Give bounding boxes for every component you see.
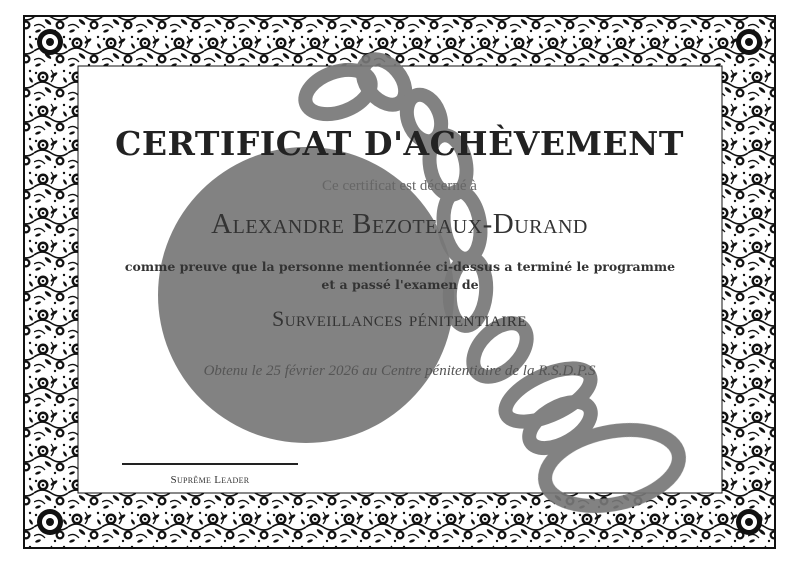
recipient-name: Alexandre Bezoteaux-Durand: [211, 208, 588, 240]
obtained-text: Obtenu le 25 février 2026 au Centre pénitentiaire de la R.S.D.P.S: [203, 363, 596, 379]
program-name: Surveillances pénitentiaire: [271, 306, 527, 331]
certificate-title: CERTIFICAT D'ACHÈVEMENT: [115, 124, 684, 163]
signature-line: [122, 463, 298, 465]
statement-line-1: comme preuve que la personne mentionnée ci-dessus a terminé le programme: [124, 259, 676, 274]
awarded-text: Ce certificat est décerné à: [322, 178, 477, 194]
completion-statement: [90, 258, 710, 294]
statement-line-2: et a passé l'examen de: [321, 277, 479, 292]
signature-label: Suprême Leader: [170, 474, 250, 486]
